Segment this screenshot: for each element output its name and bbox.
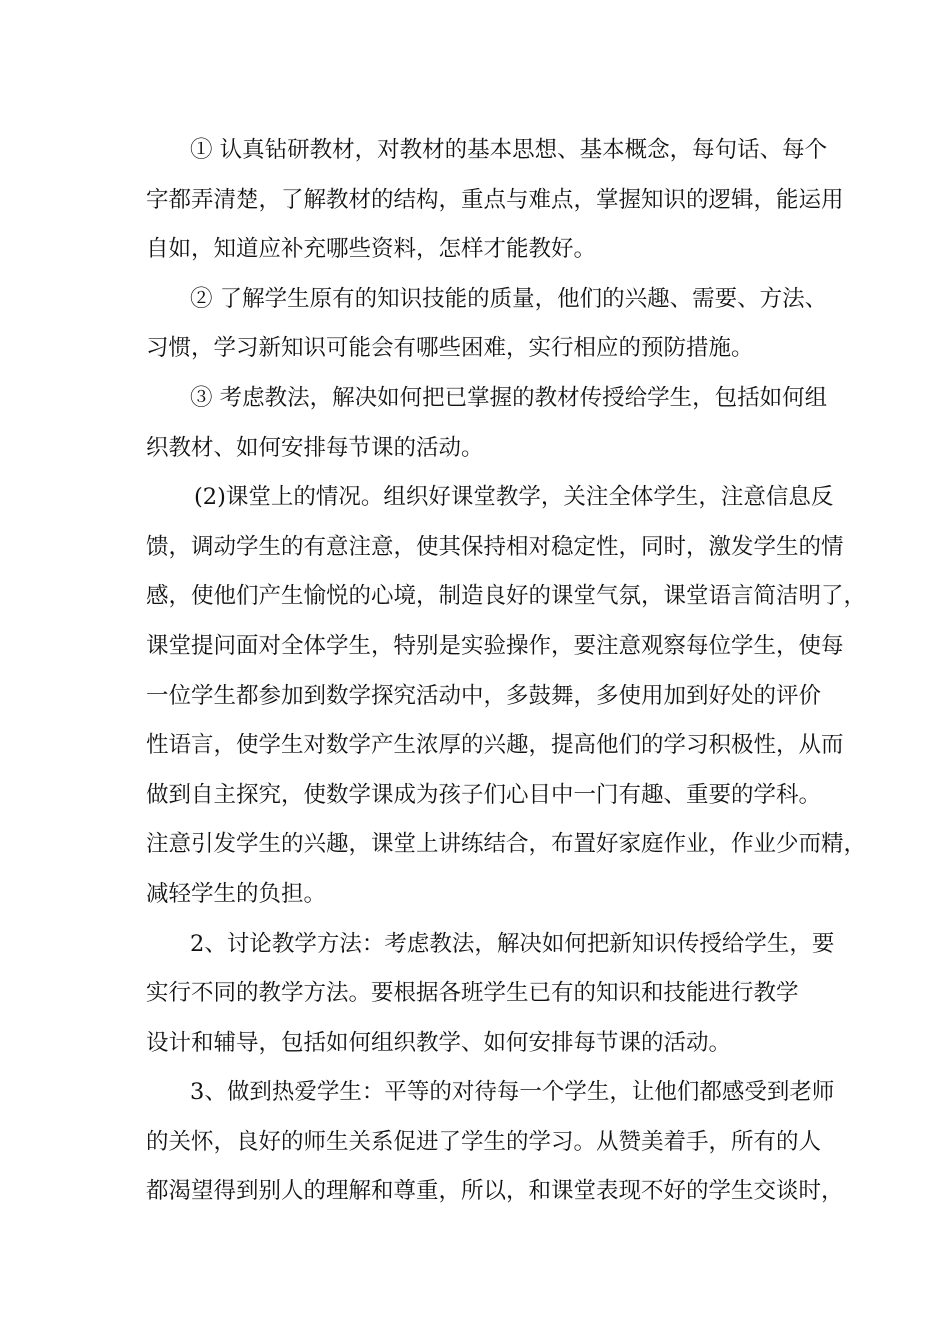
paragraph-classroom-situation	[146, 473, 867, 919]
text-line: 实行不同的教学方法。要根据各班学生已有的知识和技能进行教学	[146, 980, 799, 1007]
paragraph-teaching-method	[146, 374, 836, 473]
text-line: 减轻学生的负担。	[146, 880, 327, 907]
text-line: ① 认真钻研教材，对教材的基本思想、基本概念，每句话、每个	[190, 137, 828, 163]
text-line: 注意引发学生的兴趣，课堂上讲练结合，布置好家庭作业，作业少而精，	[146, 831, 867, 858]
text-line: 习惯，学习新知识可能会有哪些困难，实行相应的预防措施。	[146, 335, 754, 362]
text-line: 感，使他们产生愉悦的心境，制造良好的课堂气氛，课堂语言简洁明了，	[146, 583, 867, 610]
text-line: 字都弄清楚，了解教材的结构，重点与难点，掌握知识的逻辑，能运用	[146, 186, 844, 213]
text-line: 自如，知道应补充哪些资料，怎样才能教好。	[146, 236, 597, 263]
paragraph-understand-students	[146, 275, 836, 374]
text-line: 都渴望得到别人的理解和尊重，所以，和课堂表现不好的学生交谈时，	[146, 1178, 844, 1205]
text-line: 一位学生都参加到数学探究活动中，多鼓舞，多使用加到好处的评价	[146, 682, 822, 709]
text-line: 馈，调动学生的有意注意，使其保持相对稳定性，同时，激发学生的情	[146, 533, 844, 560]
text-line: 2、讨论教学方法：考虑教法，解决如何把新知识传授给学生，要	[190, 930, 835, 957]
text-line: 性语言，使学生对数学产生浓厚的兴趣，提高他们的学习积极性，从而	[146, 732, 844, 759]
text-line: ③ 考虑教法，解决如何把已掌握的教材传授给学生，包括如何组	[190, 384, 828, 411]
text-line: ② 了解学生原有的知识技能的质量，他们的兴趣、需要、方法、	[190, 285, 828, 312]
text-line: (2)课堂上的情况。组织好课堂教学，关注全体学生，注意信息反	[194, 484, 834, 511]
document-body	[146, 126, 867, 1217]
paragraph-textbook-study	[146, 126, 844, 275]
text-line: 课堂提问面对全体学生，特别是实验操作，要注意观察每位学生，使每	[146, 632, 844, 659]
paragraph-discuss-methods	[146, 920, 836, 1069]
paragraph-love-students	[146, 1068, 844, 1217]
text-line: 织教材、如何安排每节课的活动。	[146, 434, 484, 461]
text-line: 的关怀，良好的师生关系促进了学生的学习。从赞美着手，所有的人	[146, 1128, 822, 1155]
text-line: 3、做到热爱学生：平等的对待每一个学生，让他们都感受到老师	[190, 1079, 835, 1106]
text-line: 做到自主探究，使数学课成为孩子们心目中一门有趣、重要的学科。	[146, 781, 822, 808]
text-line: 设计和辅导，包括如何组织教学、如何安排每节课的活动。	[146, 1029, 732, 1056]
